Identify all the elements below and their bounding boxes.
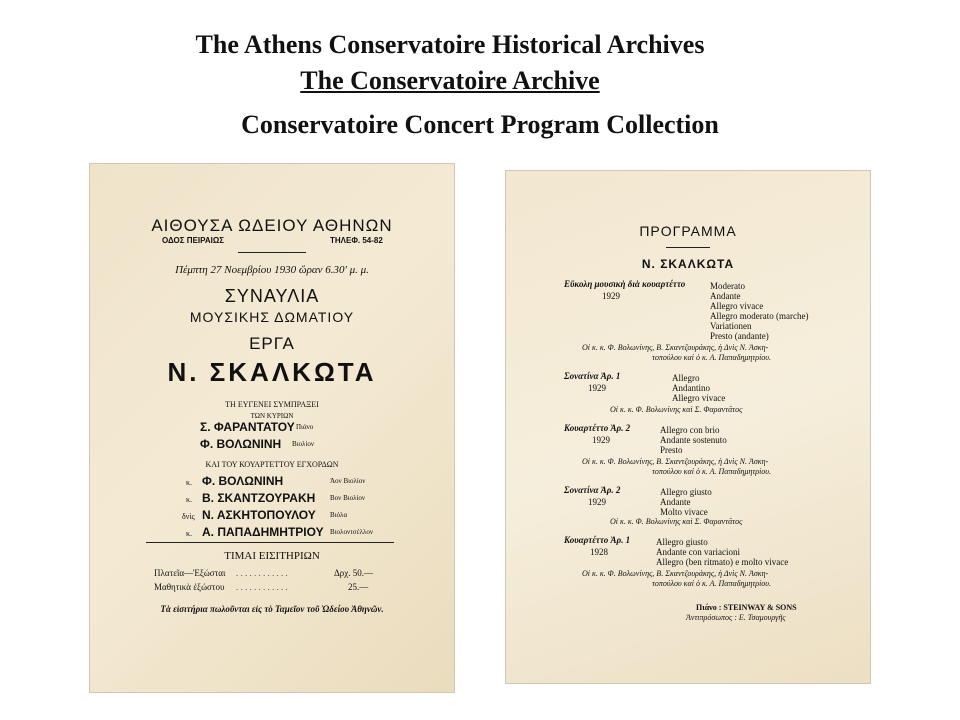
performers-line: Οἱ κ. κ. Φ. Βολωνίνης καὶ Σ. Φαραντᾶτος <box>610 405 743 414</box>
hall-phone: ΤΗΛΕΦ. 54-82 <box>330 236 383 245</box>
quartet-member-instrument: Βον Βιολίον <box>330 494 366 502</box>
archive-subtitle: The Conservatoire Archive <box>300 66 600 95</box>
piece-year: 1929 <box>602 291 620 301</box>
soloist-instrument: Βιολίον <box>292 440 314 448</box>
piece-title: Σονατίνα Ἀρ. 2 <box>564 485 621 495</box>
movement: Variationen <box>710 321 752 331</box>
hall-name: ΑΙΘΟΥΣΑ ΩΔΕΙΟΥ ΑΘΗΝΩΝ <box>151 216 393 235</box>
quartet-member-instrument: Βιολοντσέλλον <box>330 528 374 536</box>
movement: Allegro con brio <box>660 425 720 435</box>
movement: Molto vivace <box>660 507 708 517</box>
movement: Allegro <box>672 373 700 383</box>
movement: Allegro moderato (marche) <box>710 311 809 321</box>
concert-date: Πέμπτη 27 Νοεμβρίου 1930 ὥραν 6.30' μ. μ. <box>175 264 369 276</box>
performers-line: τοπούλου καὶ ὁ κ. Α. Παπαδημητρίου. <box>652 467 771 476</box>
quartet-heading: ΚΑΙ ΤΟΥ ΚΟΥΑΡΤΕΤΤΟΥ ΕΓΧΟΡΔΩΝ <box>205 460 339 469</box>
quartet-member-instrument: Ἀον Βιολίον <box>330 477 366 485</box>
dotted-leader: . . . . . . . . . . . . <box>236 582 288 592</box>
piece-title: Σονατίνα Ἀρ. 1 <box>564 371 621 381</box>
ticket-price: 25.— <box>348 582 369 592</box>
piece-title: Κουαρτέττο Ἀρ. 1 <box>564 535 631 545</box>
dotted-leader: . . . . . . . . . . . . <box>236 568 288 578</box>
piece-title: Κουαρτέττο Ἀρ. 2 <box>564 423 631 433</box>
piece-title: Εὔκολη μουσικὴ διὰ κουαρτέττο <box>564 279 686 289</box>
piece-year: 1929 <box>588 497 606 507</box>
movement: Allegro vivace <box>672 393 726 403</box>
performer-title: δνὶς <box>182 512 195 521</box>
quartet-member-name: Ν. ΑΣΚΗΤΟΠΟΥΛΟΥ <box>202 508 316 522</box>
movement: Moderato <box>710 281 745 291</box>
performers-line: Οἱ κ. κ. Φ. Βολωνίνης καὶ Σ. Φαραντᾶτος <box>610 517 743 526</box>
piece-year: 1929 <box>592 435 610 445</box>
movement: Allegro giusto <box>656 537 708 547</box>
movement: Andante sostenuto <box>660 435 727 445</box>
piano-sponsor: Πιάνο : STEINWAY & SONS <box>696 603 797 612</box>
program-heading: ΠΡΟΓΡΑΜΜΑ <box>639 223 737 239</box>
performer-title: κ. <box>186 478 193 487</box>
quartet-member-instrument: Βιόλα <box>330 511 348 519</box>
collection-title: Conservatoire Concert Program Collection <box>241 110 719 139</box>
performers-line: τοπούλου καὶ ὁ κ. Α. Παπαδημητρίου. <box>652 579 771 588</box>
concert-type: ΜΟΥΣΙΚΗΣ ΔΩΜΑΤΙΟΥ <box>189 309 355 325</box>
soloist-name: Σ. ΦΑΡΑΝΤΑΤΟΥ <box>200 420 295 434</box>
of-mr-line: ΤΩΝ ΚΥΡΙΩΝ <box>250 412 294 420</box>
quartet-member-name: Φ. ΒΟΛΩΝΙΝΗ <box>202 474 284 488</box>
performers-line: Οἱ κ. κ. Φ. Βολωνίνης, Β. Σκαντζουράκης, ἡ Δνὶς Ν. Ἀσκη- <box>582 569 769 578</box>
ticket-prices-heading: ΤΙΜΑΙ ΕΙΣΙΤΗΡΙΩΝ <box>224 550 320 562</box>
divider <box>238 252 306 253</box>
movement: Andante <box>660 497 691 507</box>
ticket-label: Μαθητικὰ ἐξώστου <box>154 582 225 592</box>
movement: Andante <box>710 291 741 301</box>
piece-year: 1929 <box>588 383 606 393</box>
performers-line: Οἱ κ. κ. Φ. Βολωνίνης, Β. Σκαντζουράκης, ἡ Δνὶς Ν. Ἀσκη- <box>582 457 769 466</box>
soloist-name: Φ. ΒΟΛΩΝΙΝΗ <box>200 437 282 451</box>
hall-street: ΟΔΟΣ ΠΕΙΡΑΙΩΣ <box>162 236 225 245</box>
quartet-member-name: Α. ΠΑΠΑΔΗΜΗΤΡΙΟΥ <box>202 525 324 539</box>
movement: Allegro giusto <box>660 487 712 497</box>
movement: Presto <box>660 445 683 455</box>
concert-title: ΣΥΝΑΥΛΙΑ <box>224 286 320 306</box>
movement: Andante con variacioni <box>656 547 740 557</box>
piece-year: 1928 <box>590 547 608 557</box>
concert-program-inside <box>506 171 870 683</box>
ticket-price: Δρχ. 50.— <box>334 568 374 578</box>
performer-title: κ. <box>186 529 193 538</box>
program-composer: Ν. ΣΚΑΛΚΩΤΑ <box>641 257 735 271</box>
composer-name: Ν. ΣΚΑΛΚΩΤΑ <box>167 357 377 387</box>
movement: Allegro (ben ritmato) e molto vivace <box>656 557 789 567</box>
movement: Presto (andante) <box>710 331 769 341</box>
ticket-label: Πλατεῖα—Ἐξώσται <box>154 568 226 578</box>
soloist-instrument: Πιάνο <box>296 423 314 431</box>
ticket-sale-note: Τὰ εἰσιτήρια πωλοῦνται εἰς τὸ Ταμεῖον τοῦ Ὠδείου Ἀθηνῶν. <box>160 604 384 614</box>
performer-title: κ. <box>186 495 193 504</box>
works-label: ΕΡΓΑ <box>249 334 295 353</box>
divider <box>146 542 394 543</box>
performers-line: Οἱ κ. κ. Φ. Βολωνίνης, Β. Σκαντζουράκης, ἡ Δνὶς Ν. Ἀσκη- <box>582 343 769 352</box>
divider <box>666 247 710 248</box>
performers-line: τοπούλου καὶ ὁ κ. Α. Παπαδημητρίου. <box>652 353 771 362</box>
quartet-member-name: Β. ΣΚΑΝΤΖΟΥΡΑΚΗ <box>202 491 316 505</box>
movement: Allegro vivace <box>710 301 764 311</box>
movement: Andantino <box>672 383 710 393</box>
concert-program-cover <box>90 164 454 692</box>
cooperation-line: ΤΗ ΕΥΓΕΝΕΙ ΣΥΜΠΡΑΞΕΙ <box>225 400 319 409</box>
archive-title: The Athens Conservatoire Historical Archives <box>195 30 705 59</box>
piano-representative: Ἀντιπρόσωπος : Ε. Τσαμουργῆς <box>686 613 786 622</box>
